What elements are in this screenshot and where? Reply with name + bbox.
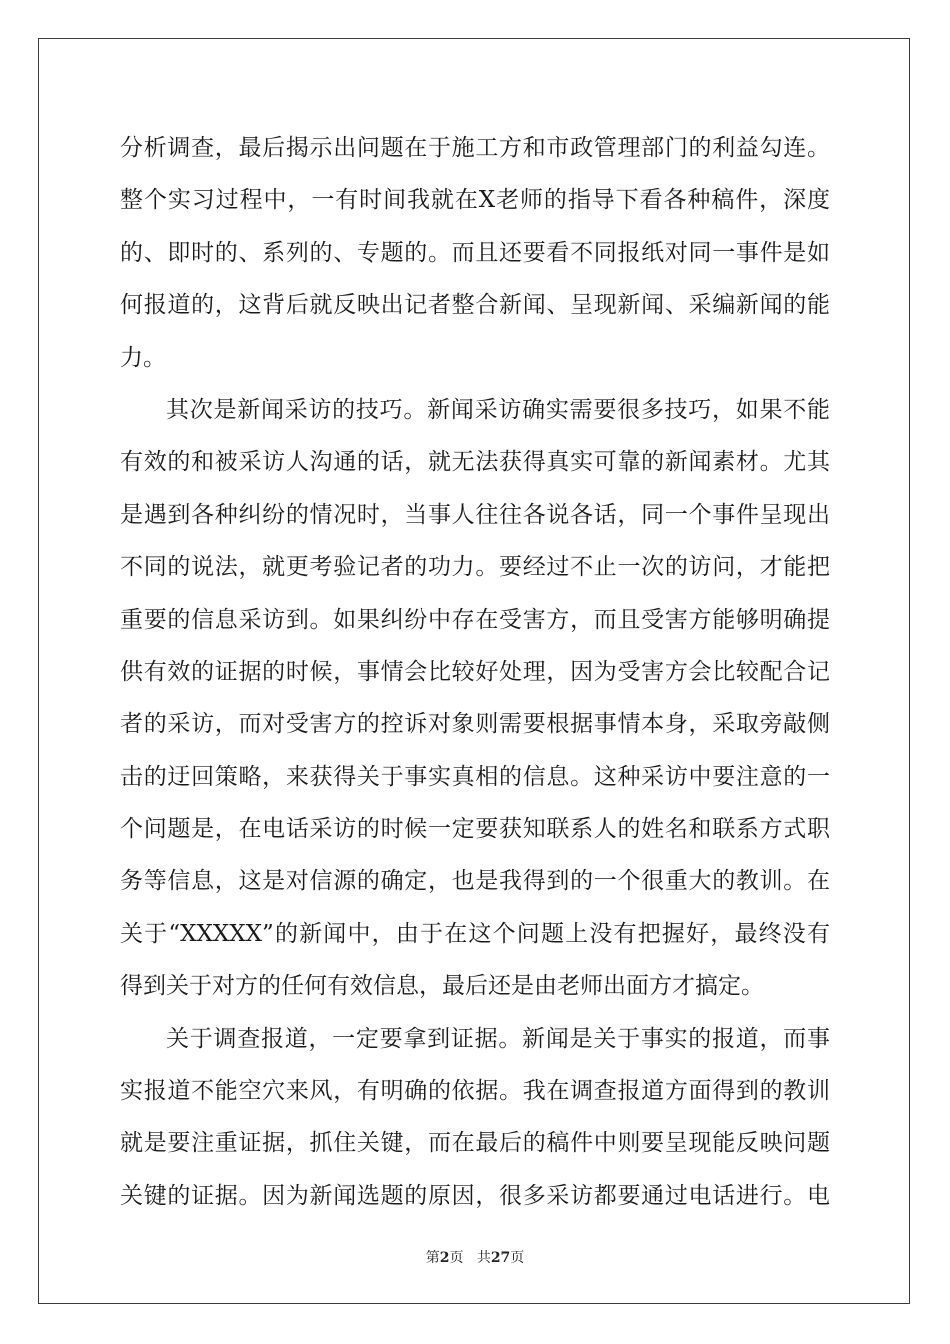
- text-line: 有效的和被采访人沟通的话，就无法获得真实可靠的新闻素材。尤其: [120, 449, 830, 476]
- text-line: 关于“XXXXX”的新闻中，由于在这个问题上没有把握好，最终没有: [120, 920, 830, 947]
- total-page-count: 27: [490, 1250, 511, 1266]
- document-body: [120, 127, 830, 1227]
- text-line: 实报道不能空穴来风，有明确的依据。我在调查报道方面得到的教训: [120, 1078, 830, 1105]
- text-line: 分析调查，最后揭示出问题在于施工方和市政管理部门的利益勾连。: [120, 135, 830, 161]
- footer-total-prefix: 共: [476, 1250, 491, 1266]
- footer-page-word: 页: [449, 1250, 464, 1266]
- text-line: 何报道的，这背后就反映出记者整合新闻、呈现新闻、采编新闻的能: [120, 292, 830, 319]
- footer-total-suffix: 页: [510, 1250, 525, 1266]
- footer-prefix: 第: [425, 1250, 440, 1266]
- text-line: 整个实习过程中，一有时间我就在X老师的指导下看各种稿件，深度: [120, 187, 830, 214]
- current-page-number: 2: [439, 1250, 450, 1266]
- text-line: 者的采访，而对受害方的控诉对象则需要根据事情本身，采取旁敲侧: [120, 711, 830, 738]
- text-line: 务等信息，这是对信源的确定，也是我得到的一个很重大的教训。在: [120, 868, 830, 895]
- page-number-footer: [0, 1247, 950, 1267]
- text-line: 供有效的证据的时候，事情会比较好处理，因为受害方会比较配合记: [120, 658, 830, 685]
- text-line: 重要的信息采访到。如果纠纷中存在受害方，而且受害方能够明确提: [120, 606, 830, 633]
- text-line: 关键的证据。因为新闻选题的原因，很多采访都要通过电话进行。电: [120, 1182, 830, 1209]
- text-line: 击的迂回策略，来获得关于事实真相的信息。这种采访中要注意的一: [120, 763, 830, 790]
- text-line: 力。: [120, 344, 166, 371]
- text-line: 不同的说法，就更考验记者的功力。要经过不止一次的访问，才能把: [120, 554, 830, 581]
- paragraph-first-line: 关于调查报道，一定要拿到证据。新闻是关于事实的报道，而事: [166, 1025, 830, 1052]
- paragraph-first-line: 其次是新闻采访的技巧。新闻采访确实需要很多技巧，如果不能: [166, 396, 830, 423]
- text-line: 是遇到各种纠纷的情况时，当事人往往各说各话，同一个事件呈现出: [120, 501, 830, 528]
- text-line: 个问题是，在电话采访的时候一定要获知联系人的姓名和联系方式职: [120, 816, 830, 843]
- text-line: 就是要注重证据，抓住关键，而在最后的稿件中则要呈现能反映问题: [120, 1130, 830, 1157]
- text-line: 的、即时的、系列的、专题的。而且还要看不同报纸对同一事件是如: [120, 239, 830, 266]
- text-line: 得到关于对方的任何有效信息，最后还是由老师出面方才搞定。: [120, 973, 764, 1000]
